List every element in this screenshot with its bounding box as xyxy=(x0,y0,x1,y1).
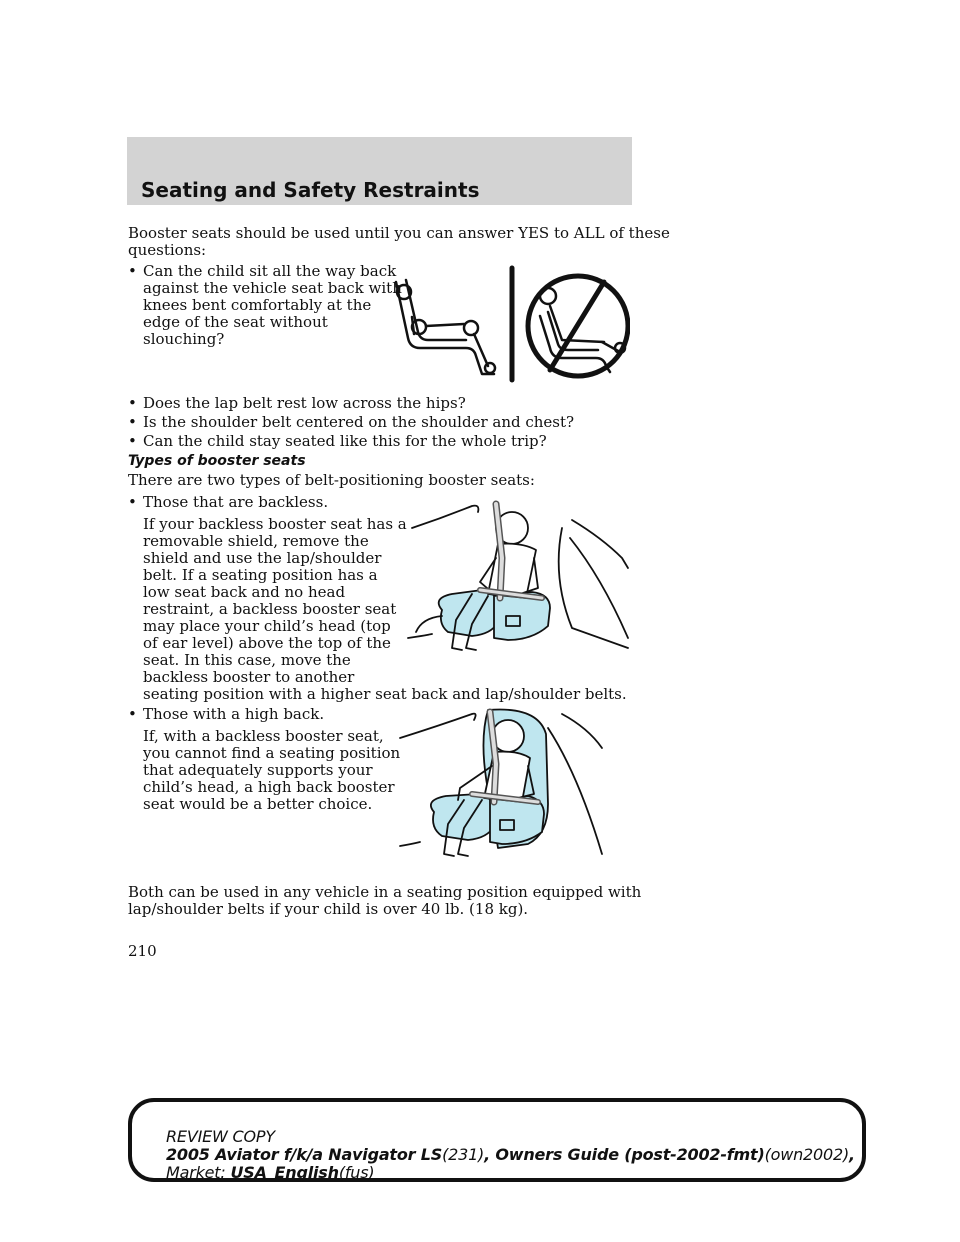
intro-line-2: questions: xyxy=(128,241,207,259)
backless-text-line-4: belt. If a seating position has a xyxy=(143,566,378,584)
bullet-icon: • xyxy=(128,262,137,280)
backless-text-line-11: seating position with a higher seat back and lap/shoulder belts. xyxy=(143,685,627,703)
footer-review: REVIEW COPY xyxy=(166,1127,275,1146)
intro-line-1: Booster seats should be used until you can answer YES to ALL of these xyxy=(128,224,670,242)
backless-booster-illustration xyxy=(402,498,632,668)
closing-line-1: Both can be used in any vehicle in a seating position equipped with xyxy=(128,883,642,901)
section-heading: Types of booster seats xyxy=(128,453,306,469)
question-3: Is the shoulder belt centered on the shoulder and chest? xyxy=(143,413,575,431)
closing-line-2: lap/shoulder belts if your child is over 40 lb. (18 kg). xyxy=(128,900,529,918)
question-4: Can the child stay seated like this for the whole trip? xyxy=(143,432,547,450)
highback-label: Those with a high back. xyxy=(143,705,325,723)
question-2: Does the lap belt rest low across the hips? xyxy=(143,394,466,412)
question-1-line-2: against the vehicle seat back with xyxy=(143,279,402,297)
question-1-line-1: Can the child sit all the way back xyxy=(143,262,397,280)
highback-text-line-1: If, with a backless booster seat, xyxy=(143,727,384,745)
backless-text-line-7: may place your child’s head (top xyxy=(143,617,391,635)
types-intro: There are two types of belt-positioning booster seats: xyxy=(128,471,535,489)
backless-text-line-10: backless booster to another xyxy=(143,668,355,686)
highback-text-line-2: you cannot find a seating position xyxy=(143,744,401,762)
question-1-line-4: edge of the seat without xyxy=(143,313,328,331)
highback-text-line-5: seat would be a better choice. xyxy=(143,795,373,813)
backless-text-line-9: seat. In this case, move the xyxy=(143,651,351,669)
footer-guide: , Owners Guide (post-2002-fmt) xyxy=(484,1145,765,1164)
backless-text-line-8: of ear level) above the top of the xyxy=(143,634,391,652)
footer-market: USA_English xyxy=(230,1163,339,1182)
backless-text-line-6: restraint, a backless booster seat xyxy=(143,600,397,618)
backless-text-line-3: shield and use the lap/shoulder xyxy=(143,549,382,567)
posture-illustration xyxy=(390,262,630,384)
backless-text-line-1: If your backless booster seat has a xyxy=(143,515,407,533)
footer-comma: , xyxy=(849,1145,855,1164)
page-number: 210 xyxy=(128,942,157,960)
bullet-icon: • xyxy=(128,394,137,412)
backless-label: Those that are backless. xyxy=(143,493,329,511)
footer-market-line xyxy=(166,1164,374,1182)
highback-text-line-4: child’s head, a high back booster xyxy=(143,778,395,796)
highback-text-line-3: that adequately supports your xyxy=(143,761,373,779)
footer-guide-code: (own2002) xyxy=(764,1145,849,1164)
footer-model-line xyxy=(166,1146,855,1164)
bullet-icon: • xyxy=(128,413,137,431)
bullet-icon: • xyxy=(128,493,137,511)
bullet-icon: • xyxy=(128,705,137,723)
question-1-line-5: slouching? xyxy=(143,330,225,348)
footer-market-label: Market: xyxy=(166,1163,226,1182)
bullet-icon: • xyxy=(128,432,137,450)
high-back-booster-illustration xyxy=(398,704,604,868)
footer-model: 2005 Aviator f/k/a Navigator LS xyxy=(166,1145,443,1164)
question-1-line-3: knees bent comfortably at the xyxy=(143,296,372,314)
footer-model-code: (231) xyxy=(442,1145,485,1164)
page-title: Seating and Safety Restraints xyxy=(141,178,480,202)
footer-market-code: (fus) xyxy=(338,1163,375,1182)
backless-text-line-5: low seat back and no head xyxy=(143,583,346,601)
backless-text-line-2: removable shield, remove the xyxy=(143,532,369,550)
